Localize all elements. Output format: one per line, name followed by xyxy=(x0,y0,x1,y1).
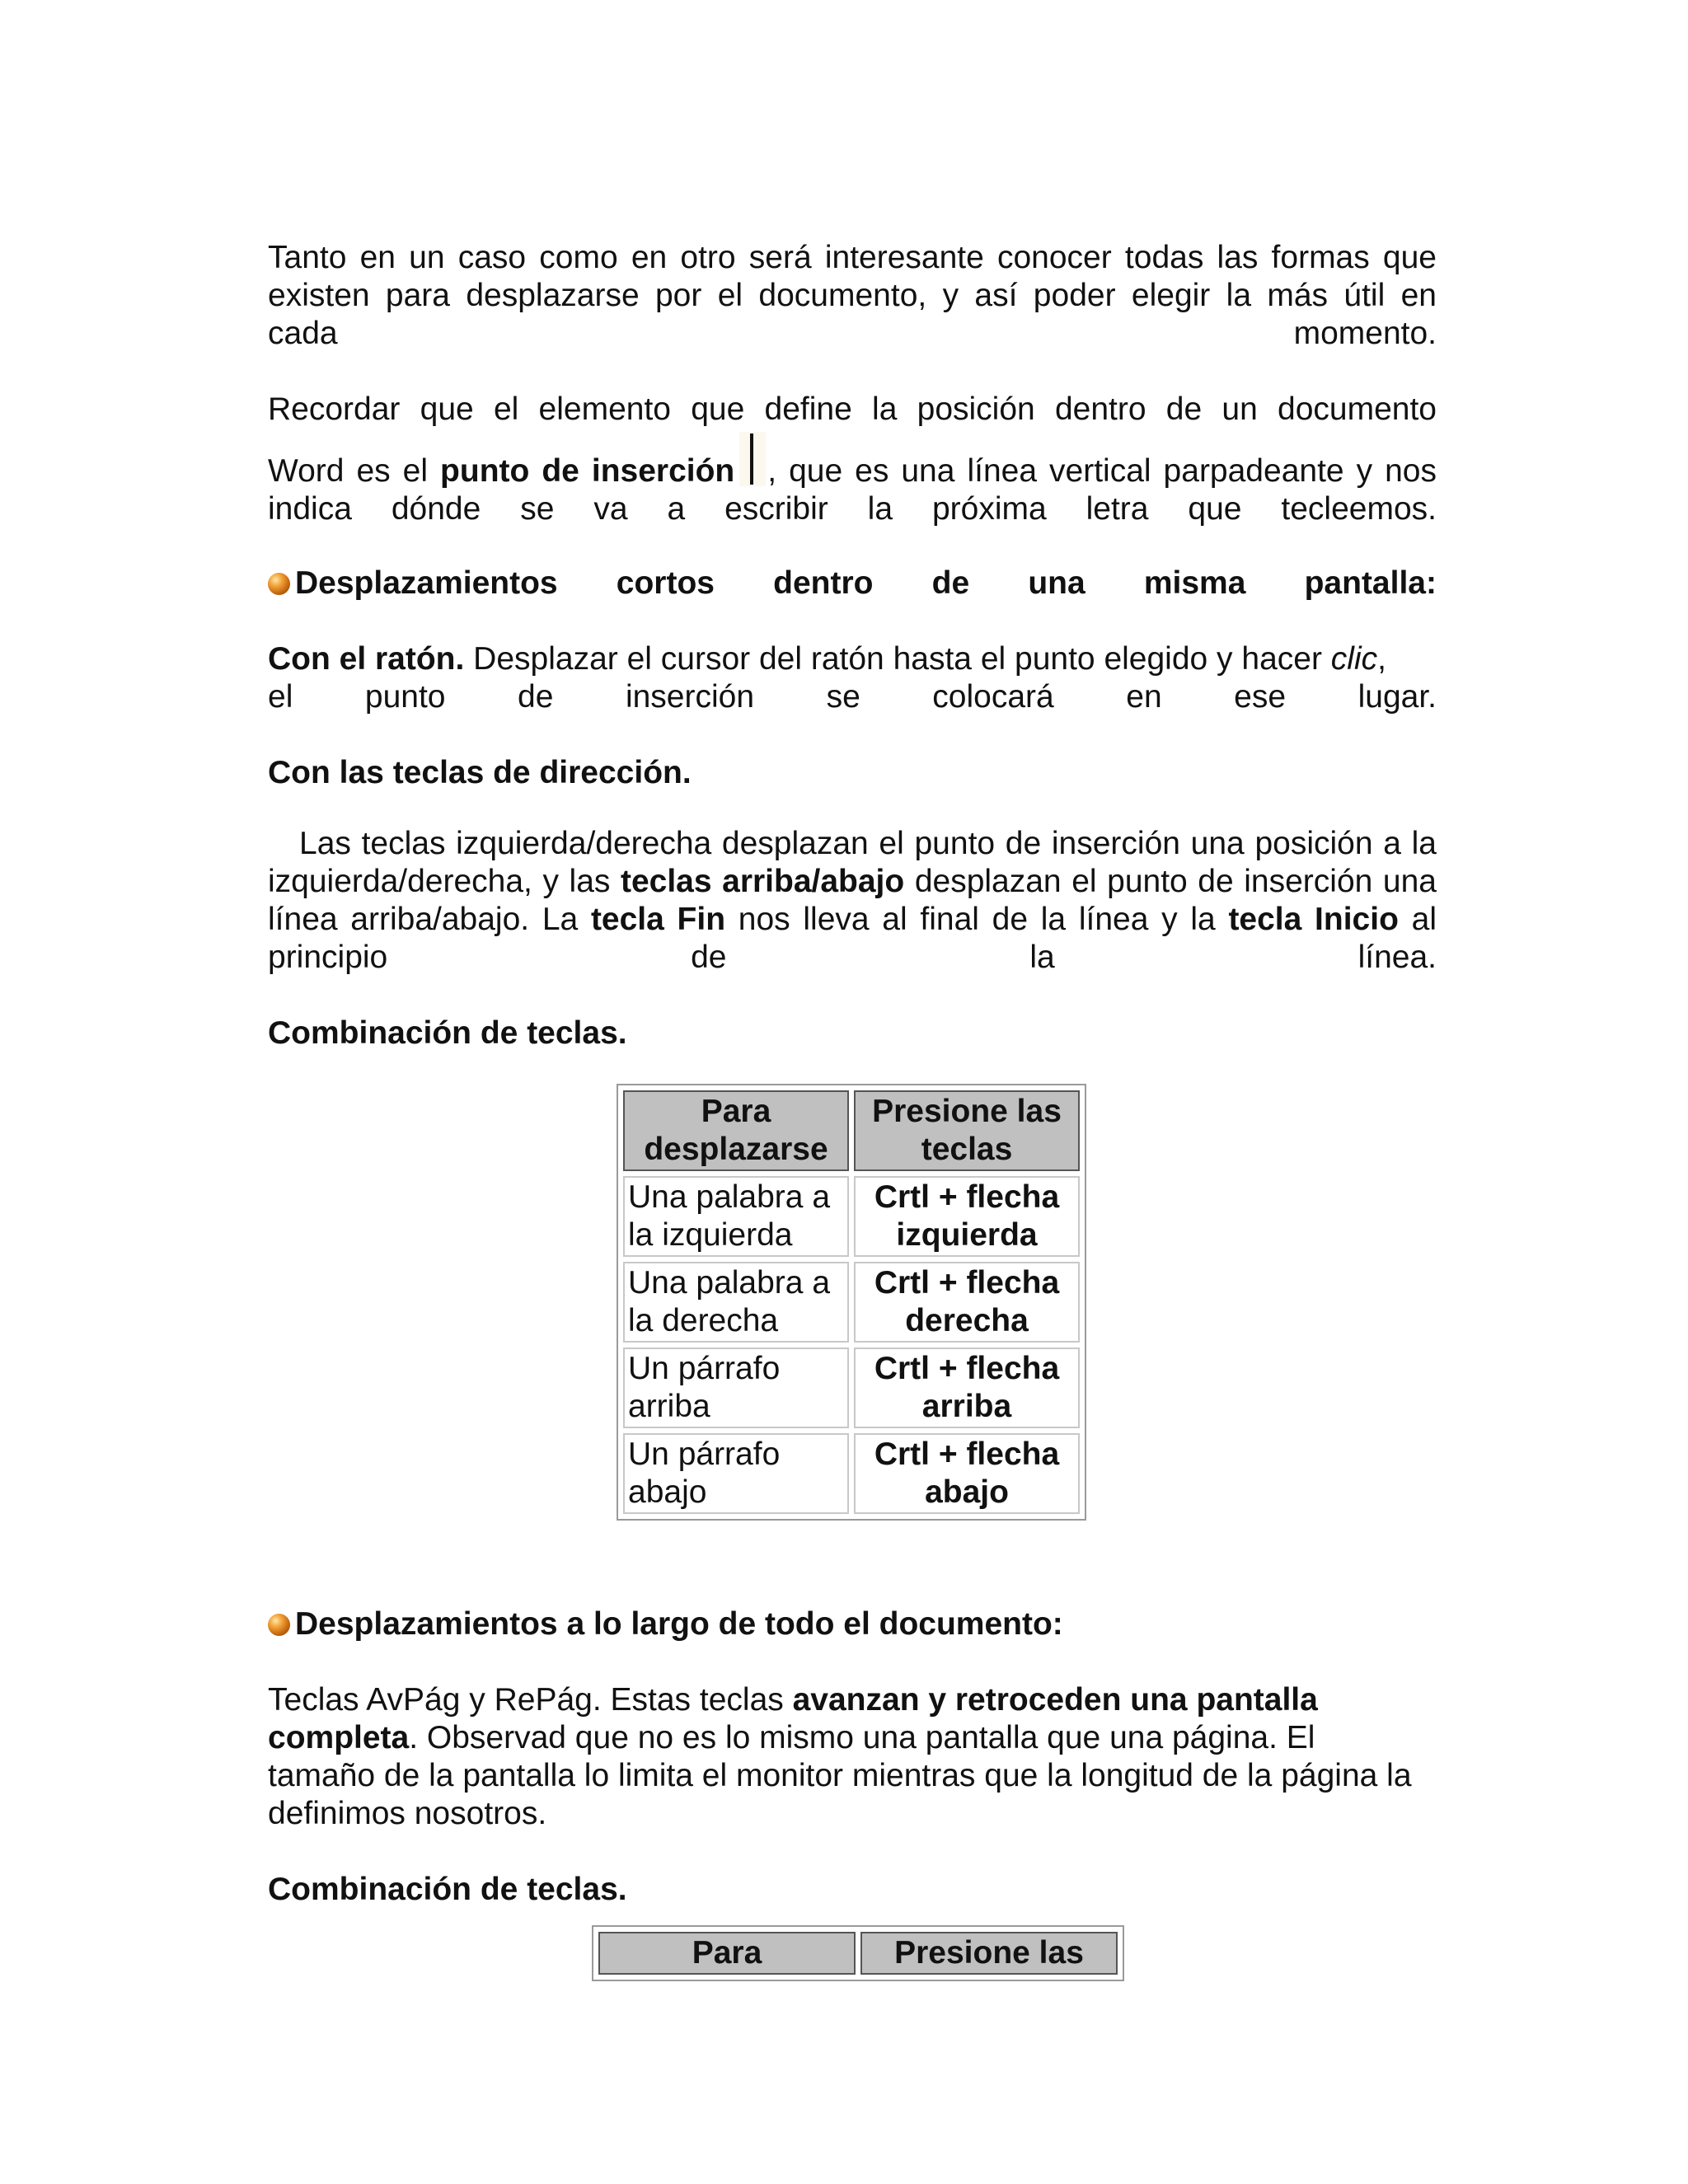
intro-line: existen para desplazarse por el documento, y así poder elegir la más útil en xyxy=(268,278,1437,313)
table-cell: Crtl + flecha izquierda xyxy=(854,1176,1080,1257)
table-header: Para desplazarse xyxy=(623,1090,849,1171)
mouse-line xyxy=(268,640,1437,678)
intro-line: Tanto en un caso como en otro será interesante conocer todas las formas que xyxy=(268,240,1437,275)
reminder-paragraph xyxy=(268,391,1437,528)
table-header: Presione las xyxy=(860,1932,1118,1975)
table-row xyxy=(623,1262,1080,1343)
table-row xyxy=(623,1347,1080,1428)
arrow-text: Las teclas izquierda/derecha desplazan el punto de inserción una posición a la izquierda/derecha, y las xyxy=(268,826,1437,899)
reminder-line: indica dónde se va a escribir la próxima letra que tecleemos. xyxy=(268,491,1437,527)
table-header: Para xyxy=(598,1932,856,1975)
heading-word: dentro xyxy=(773,565,874,601)
heading-word: cortos xyxy=(616,565,715,601)
intro-line xyxy=(268,315,1437,353)
intro-word: cada xyxy=(268,316,338,351)
section-heading-short-moves xyxy=(268,565,1437,602)
table-cell: Un párrafo abajo xyxy=(623,1433,849,1514)
table-cell: Una palabra a la derecha xyxy=(623,1262,849,1343)
table-cell: Un párrafo arriba xyxy=(623,1347,849,1428)
orange-bullet-icon xyxy=(268,573,290,595)
heading-word: de xyxy=(931,565,970,601)
table-cell: Crtl + flecha abajo xyxy=(854,1433,1080,1514)
table-cell: Crtl + flecha arriba xyxy=(854,1347,1080,1428)
mouse-term: Con el ratón. xyxy=(268,641,465,677)
page-keys-term: avanzan y retroceden una pantalla completa xyxy=(268,1682,1318,1755)
arrow-text: nos lleva al final de la línea y la xyxy=(725,902,1229,937)
table-header-row xyxy=(598,1932,1118,1975)
intro-paragraph xyxy=(268,239,1437,353)
arrow-keys-paragraph xyxy=(268,825,1437,977)
table-header-row xyxy=(623,1090,1080,1171)
mouse-paragraph xyxy=(268,640,1437,716)
heading-word: una xyxy=(1028,565,1085,601)
key-combo-heading: Combinación de teclas. xyxy=(268,1015,627,1051)
heading-word: pantalla: xyxy=(1304,565,1437,601)
page-keys-text: . Observad que no es lo mismo una pantalla que una página. El tamaño de la pantalla lo limita el monitor mientras que la longitud de la página la definimos nosotros. xyxy=(268,1720,1412,1831)
document-body-lower xyxy=(268,1605,1437,1909)
table-row xyxy=(623,1433,1080,1514)
reminder-line: Recordar que el elemento que define la posición dentro de un documento xyxy=(268,391,1437,427)
arrow-term: tecla Inicio xyxy=(1228,902,1399,937)
mouse-text: , xyxy=(1377,641,1386,677)
section-heading-full-document xyxy=(268,1605,1437,1643)
document-body xyxy=(268,239,1437,1052)
mouse-text: Desplazar el cursor del ratón hasta el punto elegido y hacer xyxy=(464,641,1331,677)
heading-text: Desplazamientos a lo largo de todo el documento: xyxy=(295,1606,1063,1642)
reminder-text: , que es una línea vertical parpadeante y nos xyxy=(767,453,1437,489)
orange-bullet-icon xyxy=(268,1614,290,1636)
heading-word: misma xyxy=(1143,565,1246,601)
arrow-term: teclas arriba/abajo xyxy=(620,864,905,899)
table-cell: Una palabra a la izquierda xyxy=(623,1176,849,1257)
mouse-line: el punto de inserción se colocará en ese lugar. xyxy=(268,679,1437,715)
intro-word: momento. xyxy=(1293,316,1437,351)
arrow-text: desplazan el punto de inserción una línea arriba/abajo. La xyxy=(268,864,1437,937)
clic-term: clic xyxy=(1330,641,1378,677)
page-keys-paragraph xyxy=(268,1681,1422,1833)
arrow-term: tecla Fin xyxy=(590,902,726,937)
key-combo-heading: Combinación de teclas. xyxy=(268,1872,627,1907)
key-combo-table xyxy=(617,1084,1086,1521)
arrow-text: al principio de la línea. xyxy=(268,902,1437,975)
table-row xyxy=(623,1176,1080,1257)
page-keys-text: Teclas AvPág y RePág. Estas teclas xyxy=(268,1682,793,1718)
reminder-line xyxy=(268,432,1437,490)
insertion-cursor-icon xyxy=(739,432,767,486)
arrow-keys-heading: Con las teclas de dirección. xyxy=(268,755,692,790)
reminder-text: Word es el xyxy=(268,453,441,489)
key-combo-table-2 xyxy=(592,1925,1124,1981)
table-cell: Crtl + flecha derecha xyxy=(854,1262,1080,1343)
insertion-point-term: punto de inserción xyxy=(440,453,735,489)
table-header: Presione las teclas xyxy=(854,1090,1080,1171)
heading-word: Desplazamientos xyxy=(295,565,558,601)
